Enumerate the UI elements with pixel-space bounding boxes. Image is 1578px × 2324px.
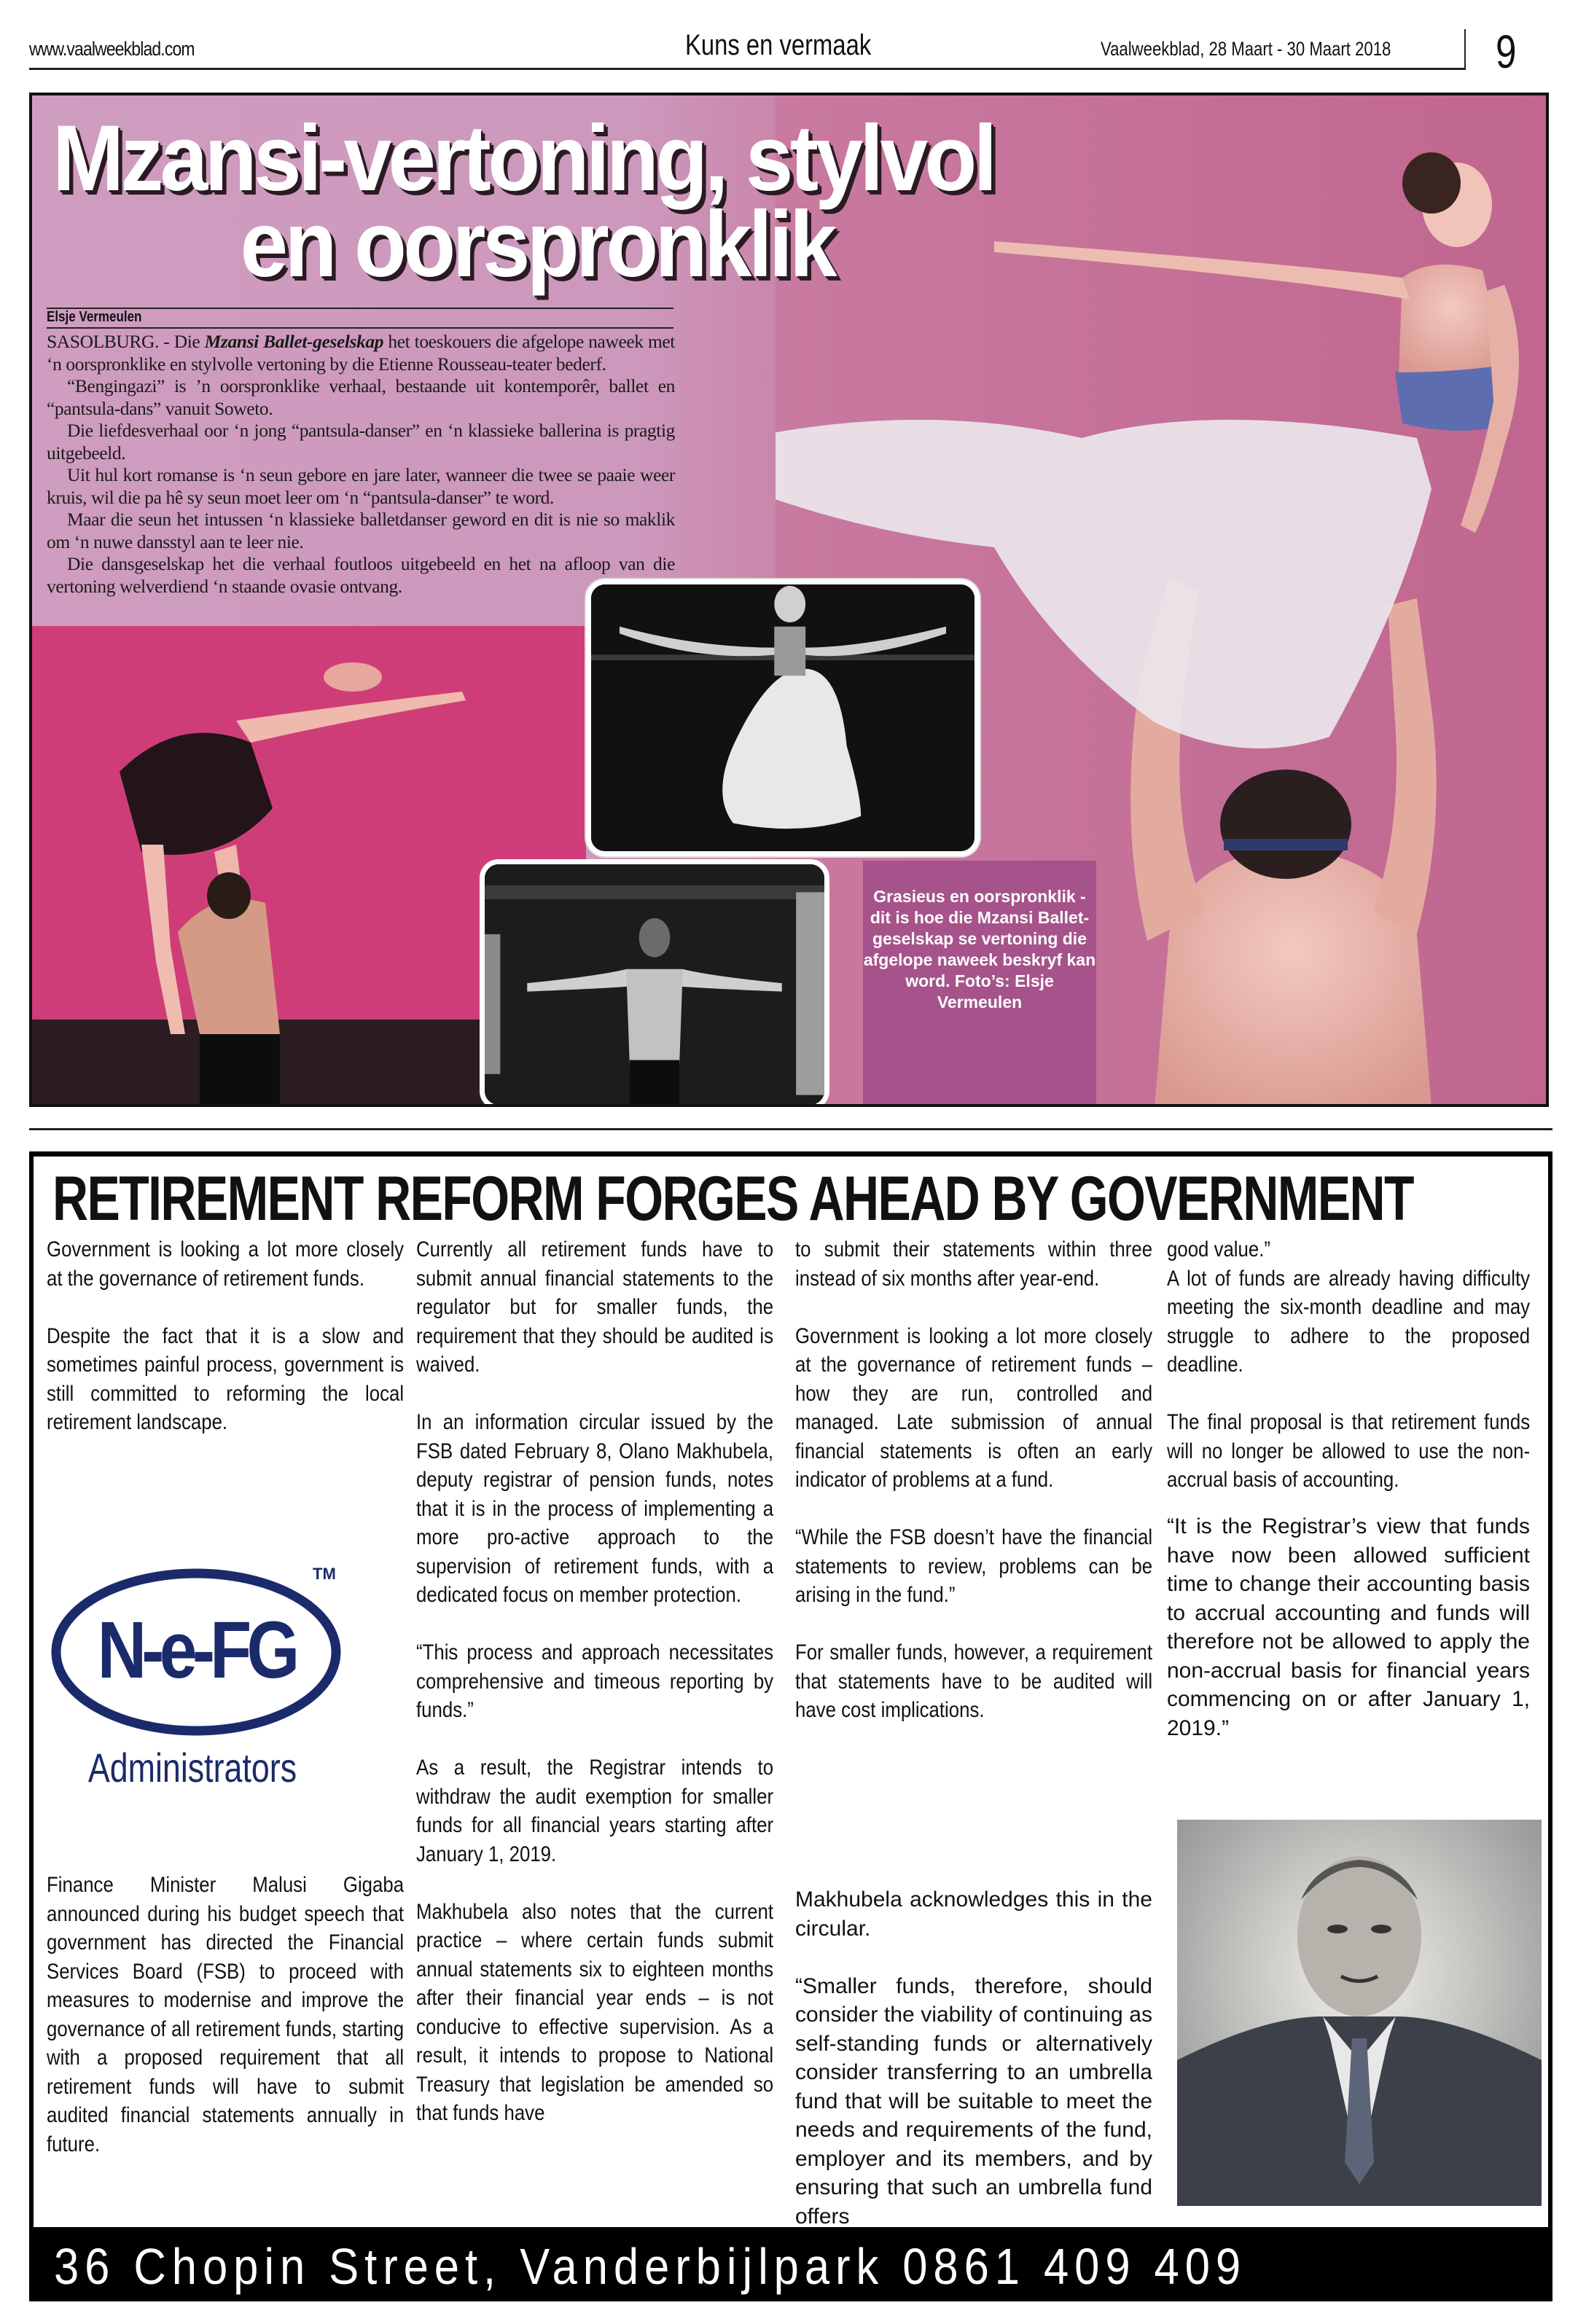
page-number: 9 — [1496, 26, 1517, 78]
article-paragraph: In an information circular issued by the FSB dated February 8, Olano Makhubela, deputy registrar of pension funds, notes that it is in the process of implementing a more pro-active approach to the supervision of retirement funds, with a dedicated focus on member protection. — [416, 1410, 774, 1607]
article-column-1 — [47, 1235, 404, 1466]
nefg-logo-image — [47, 1550, 367, 1805]
registrar-portrait — [1177, 1820, 1542, 2206]
article-paragraph: “Smaller funds, therefore, should consider the viability of continuing as self-standing funds or alternatively consider transferring to an umbrella fund that will be suitable to meet the needs and requirements of the fund, employer and its members, and by ensuring that such an umbrella fund offers — [795, 1973, 1152, 2229]
section-divider — [29, 1128, 1552, 1130]
ballet-feature — [29, 93, 1549, 1107]
article-column-3 — [795, 1235, 1152, 1753]
logo-brand: N-e-FG — [97, 1605, 295, 1695]
man-in-suit-portrait-image — [1177, 1820, 1542, 2206]
story-paragraph: Die dansgeselskap het die verhaal foutloos uitgebeeld en het na afloop van die vertoning welverdiend ‘n staande ovasie ontvang. — [47, 553, 675, 597]
article-paragraph: Finance Minister Malusi Gigaba announced during his budget speech that government has directed the Financial Services Board (FSB) to proceed with measures to modernise and improve the governance of all retirement funds, starting with a proposed requirement that all retirement funds will have to submit audited financial statements annually in future. — [47, 1873, 405, 2156]
story-text: het toeskouers die afgelope naweek met ‘n oorspronklike en stylvolle vertoning by die Etienne Rousseau-teater bederf. — [47, 331, 675, 375]
article-paragraph: The final proposal is that retirement funds will no longer be allowed to use the non-accrual basis of accounting. — [1167, 1410, 1531, 1492]
address-phone: 36 Chopin Street, Vanderbijlpark 0861 409 409 — [54, 2238, 1247, 2295]
article-column-1-lower — [47, 1871, 404, 2159]
male-dancer-photo — [480, 859, 829, 1107]
white-dress-dancer-image — [591, 584, 974, 851]
article-paragraph: Government is looking a lot more closely at the governance of retirement funds. — [47, 1237, 405, 1291]
header-divider — [1464, 29, 1466, 70]
article-paragraph: Makhubela acknowledges this in the circular. — [795, 1887, 1152, 1941]
page-header — [29, 26, 1552, 78]
website-url[interactable]: www.vaalweekblad.com — [29, 38, 195, 60]
story-paragraph — [47, 331, 675, 375]
article-paragraph: Government is looking a lot more closely at the governance of retirement funds – how they are run, controlled and managed. Late submission of annual financial statements is often an early indicator of problems at a fund. — [795, 1323, 1153, 1492]
nefg-logo — [47, 1550, 367, 1805]
dateline: SASOLBURG. - Die — [47, 331, 205, 352]
header-rule — [29, 68, 1465, 70]
issue-date: Vaalweekblad, 28 Maart - 30 Maart 2018 — [1101, 38, 1391, 60]
article-paragraph: As a result, the Registrar intends to withdraw the audit exemption for smaller funds for all financial years starting after January 1, 2019. — [416, 1756, 774, 1866]
article-column-4 — [1167, 1235, 1530, 1523]
logo-subtitle: Administrators — [87, 1745, 297, 1791]
photo-caption: Grasieus en oorspronklik - dit is hoe die Mzansi Ballet-geselskap se vertoning die afgelope naweek beskryf kan word. Foto’s: Elsje Vermeulen — [863, 887, 1096, 1012]
male-dancer-arms-out-image — [485, 864, 824, 1105]
article-column-3-lower — [795, 1885, 1152, 2260]
article-paragraph: “While the FSB doesn’t have the financial statements to review, problems can be arising in the fund.” — [795, 1525, 1153, 1607]
retirement-article — [29, 1151, 1552, 2231]
headline-line-1: Mzansi-vertoning, stylvol — [52, 106, 994, 211]
story-paragraph: Maar die seun het intussen ‘n klassieke balletdanser geword en dit is nie so maklik om ‘n nuwe dansstyl aan te leer nie. — [47, 509, 675, 552]
story-paragraph: Die liefdesverhaal oor ‘n jong “pantsula-danser” en ‘n klassieke ballerina is pragtig uitgebeeld. — [47, 420, 675, 463]
article-title: RETIREMENT REFORM FORGES AHEAD BY GOVERNMENT — [52, 1164, 1413, 1234]
feature-story — [47, 331, 675, 598]
byline-rule — [47, 327, 673, 329]
article-paragraph: For smaller funds, however, a requirement that statements have to be audited will have cost implications. — [795, 1640, 1153, 1722]
article-paragraph: Makhubela also notes that the current practice – where certain funds submit annual statements six to eighteen months after their financial year ends – is not conducive to effective supervision. As a result, it intends to propose to National Treasury that legislation be amended so that funds have — [416, 1899, 774, 2125]
story-paragraph: Uit hul kort romanse is ‘n seun gebore en jare later, wanneer die twee se paaie weer kruis, wil die pa hê sy seun moet leer om ‘n “pantsula-danser” te word. — [47, 464, 675, 508]
article-paragraph: Despite the fact that it is a slow and sometimes painful process, government is still committed to reforming the local retirement landscape. — [47, 1323, 405, 1434]
article-column-4-lower — [1167, 1512, 1530, 1742]
section-title: Kuns en vermaak — [685, 29, 872, 61]
article-paragraph: Currently all retirement funds have to submit annual financial statements to the regulator but for smaller funds, the requirement that they should be audited is waived. — [416, 1237, 774, 1377]
advertiser-footer-banner — [29, 2231, 1552, 2301]
headline-line-2: en oorspronklik — [240, 192, 834, 297]
article-paragraph: A lot of funds are already having difficulty meeting the six-month deadline and may struggle to adhere to the proposed deadline. — [1167, 1266, 1531, 1377]
article-paragraph: “This process and approach necessitates comprehensive and timeous reporting by funds.” — [416, 1640, 774, 1722]
trademark-mark: TM — [313, 1565, 336, 1583]
article-paragraph: good value.” — [1167, 1237, 1271, 1261]
article-column-2 — [416, 1235, 773, 2156]
feature-headline — [52, 106, 1160, 297]
byline: Elsje Vermeulen — [47, 309, 142, 325]
white-dress-dancer-photo — [586, 579, 980, 856]
article-paragraph: “It is the Registrar’s view that funds have now been allowed sufficient time to change their accounting basis to accrual accounting and funds will therefore not be allowed to apply the non-accrual basis for financial years commencing on or after January 1, 2019.” — [1167, 1514, 1530, 1740]
company-name: Mzansi Ballet-geselskap — [204, 331, 384, 352]
article-paragraph: to submit their statements within three instead of six months after year-end. — [795, 1237, 1153, 1291]
story-paragraph: “Bengingazi” is ’n oorspronklike verhaal, bestaande uit kontemporêr, ballet en “pantsula-dans” vanuit Soweto. — [47, 375, 675, 419]
